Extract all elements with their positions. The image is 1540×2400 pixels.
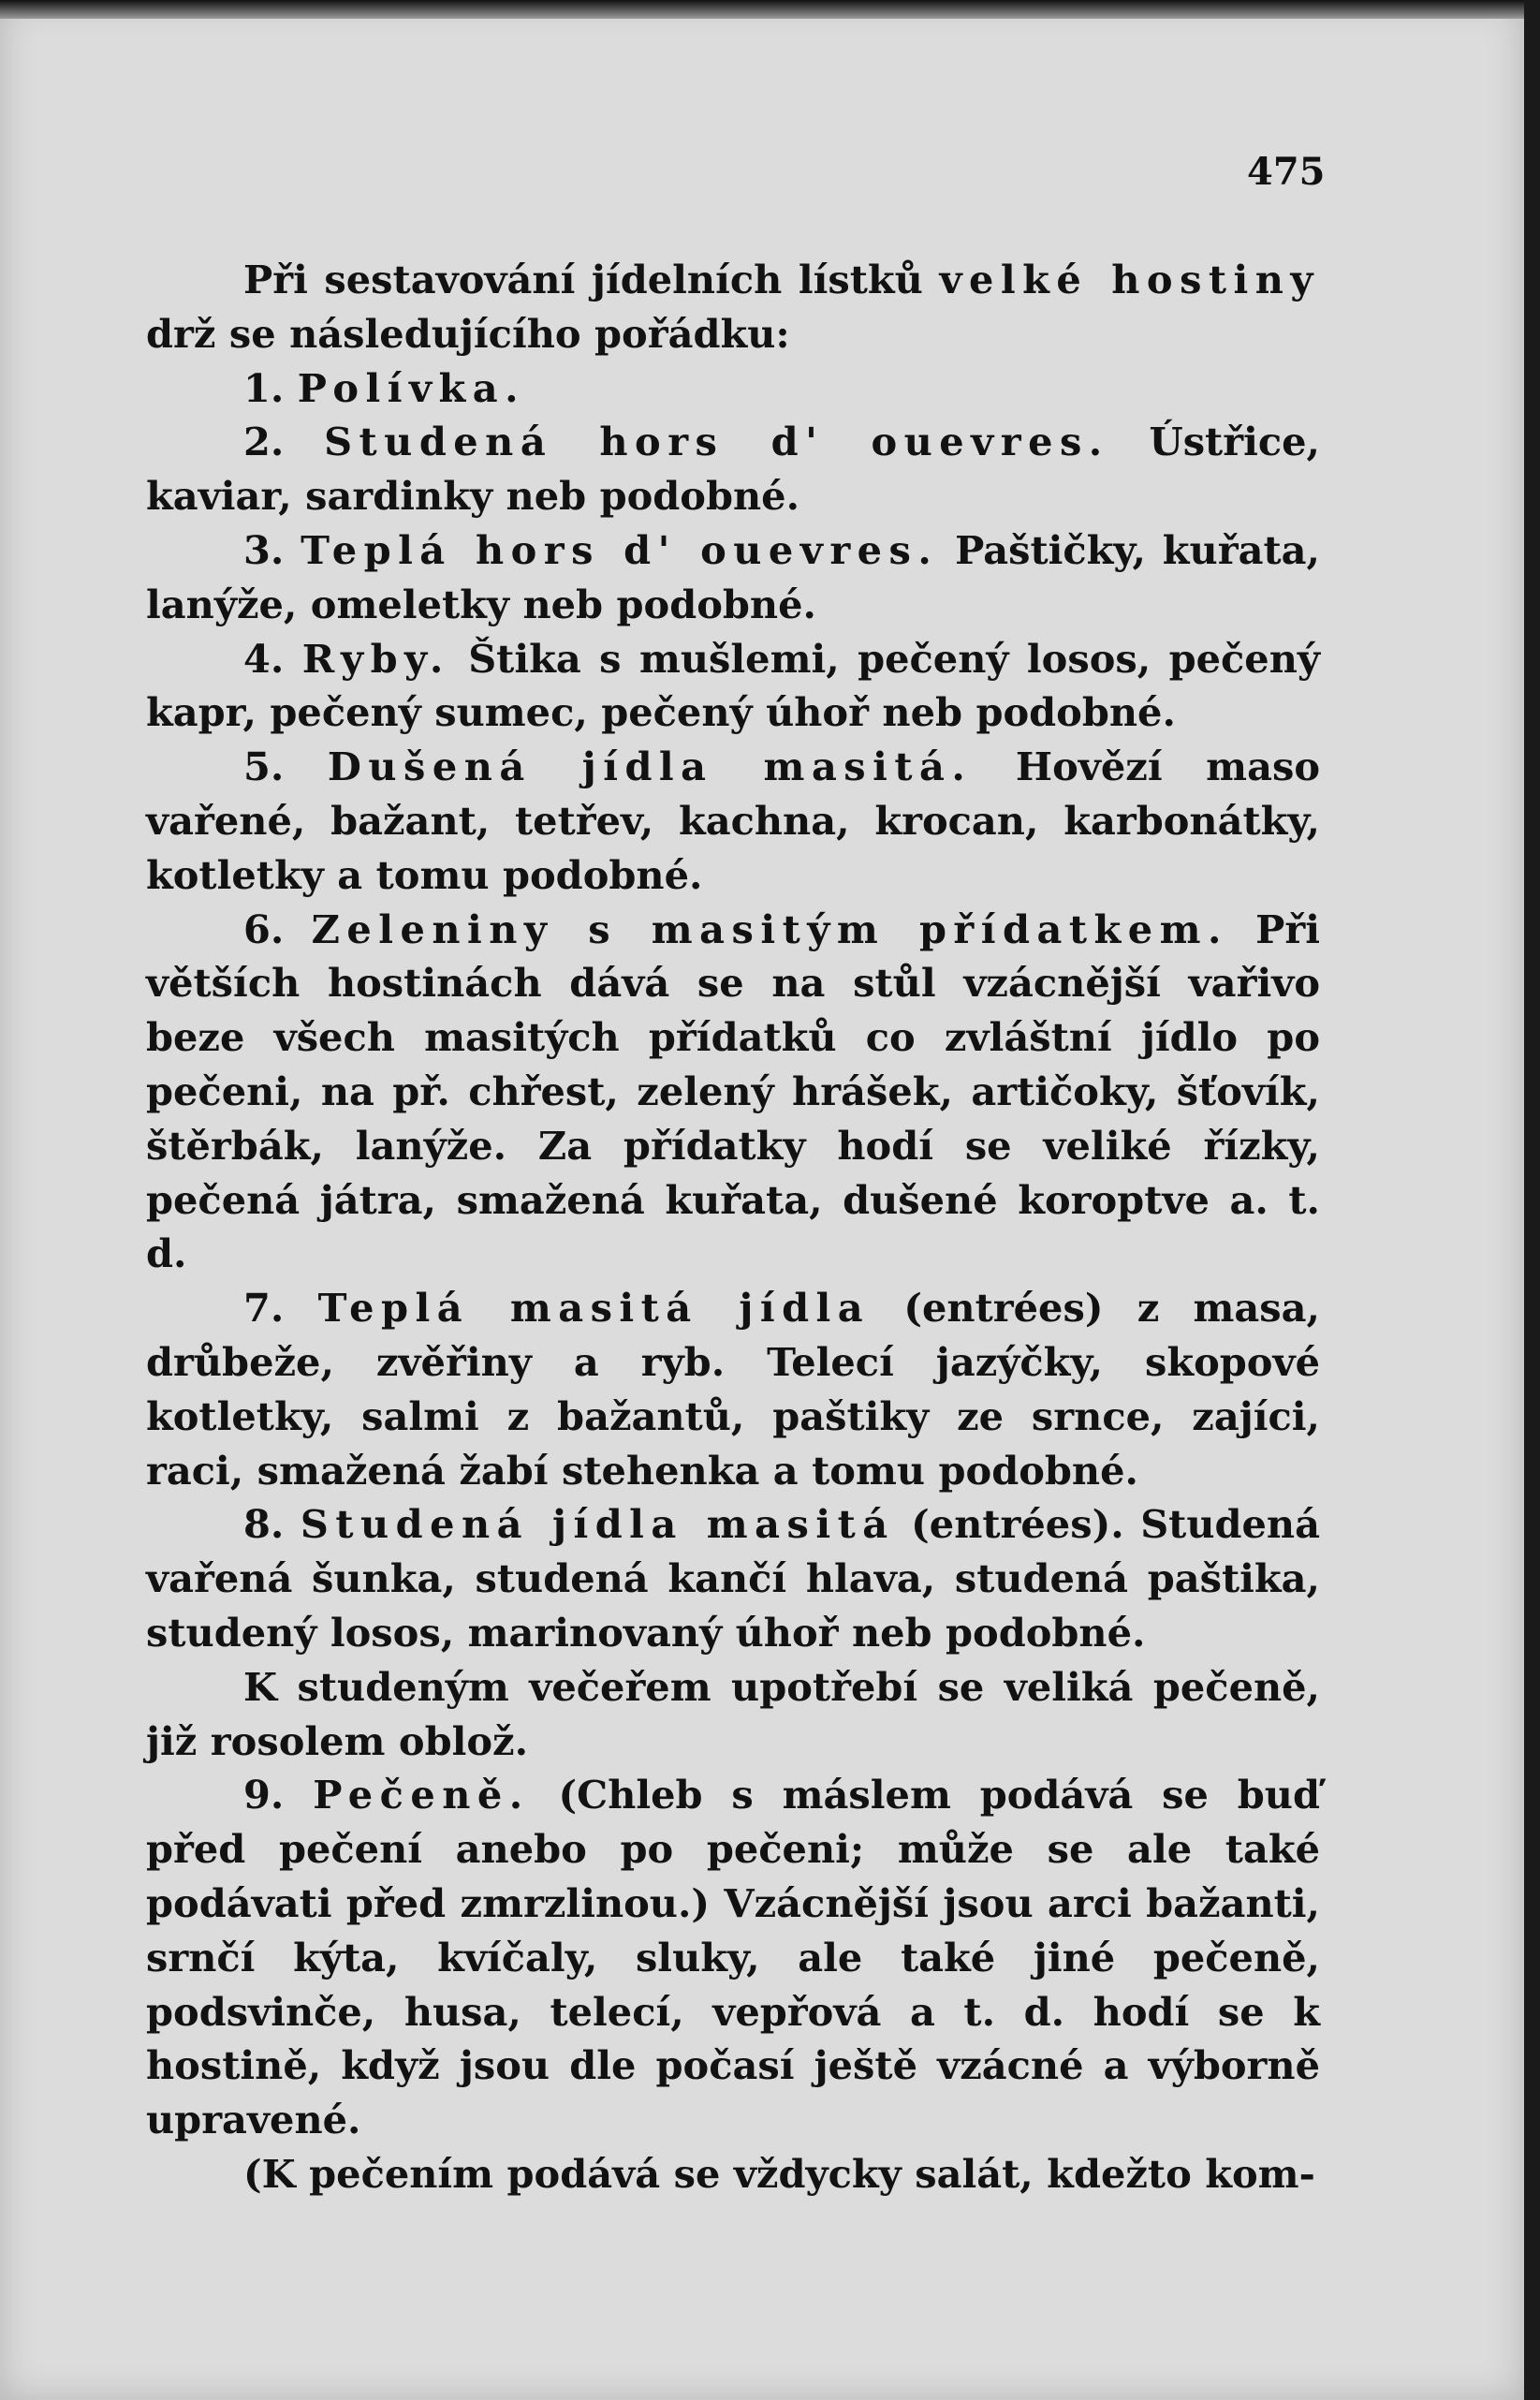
page-number: 475 bbox=[1247, 150, 1326, 194]
item-text: (entrées). Studená vařená šunka, studená kančí hlava, studená paštika, studený losos, marinovaný úhoř neb podobné. bbox=[146, 1501, 1320, 1656]
item-number: 2. bbox=[243, 419, 325, 465]
item-text: (entrées) z masa, drůbeže, zvěřiny a ryb. Telecí jazýčky, skopové kotletky, salmi z bažantů, paštiky ze srnce, zajíci, raci, smažená žabí stehenka a tomu podobné. bbox=[146, 1285, 1320, 1494]
item-number: 7. bbox=[243, 1285, 318, 1332]
item-text: Hovězí maso vařené, bažant, tetřev, kachna, krocan, karbonátky, kotletky a tomu podobné. bbox=[146, 744, 1320, 898]
item-heading: Studená hors d' ouevres. bbox=[324, 419, 1109, 465]
list-item-5 bbox=[146, 740, 1320, 902]
note-paragraph bbox=[146, 1660, 1320, 1769]
item-heading: Dušená jídla masitá. bbox=[327, 744, 973, 790]
list-item-7 bbox=[146, 1281, 1320, 1497]
list-item-9 bbox=[146, 1768, 1320, 2147]
item-number: 4. bbox=[243, 635, 302, 682]
item-text: Štika s mušlemi, pečený losos, pečený kapr, pečený sumec, pečený úhoř neb podobné. bbox=[146, 635, 1320, 736]
text-run: (K pečením podává se vždycky salát, kdežto kom- bbox=[243, 2150, 1315, 2197]
item-heading: Teplá hors d' ouevres. bbox=[301, 526, 939, 573]
final-paragraph bbox=[146, 2147, 1320, 2201]
item-heading: Studená jídla masitá bbox=[300, 1501, 895, 1548]
item-heading: Ryby. bbox=[301, 635, 450, 682]
list-item-4 bbox=[146, 632, 1320, 741]
item-text: Ústřice, kaviar, sardinky neb podobné. bbox=[146, 419, 1320, 520]
intro-paragraph bbox=[146, 253, 1320, 361]
item-text: (Chleb s máslem podává se buď před pečení anebo po pečeni; může se ale také podávati před zmrzlinou.) Vzácnější jsou arci bažanti, srnčí kýta, kvíčaly, sluky, ale také jiné pečeně, podsvinče, husa, telecí, vepřová a t. d. hodí se k hostině, když jsou dle počasí ještě vzácné a výborně upravené. bbox=[146, 1772, 1321, 2143]
list-item-6 bbox=[146, 903, 1320, 1282]
list-item-3 bbox=[146, 523, 1320, 632]
spaced-emphasis: velké hostiny bbox=[939, 257, 1321, 302]
item-number: 1. bbox=[243, 364, 298, 411]
item-number: 3. bbox=[243, 526, 301, 573]
text-run: Při sestavování jídelních lístků bbox=[243, 257, 940, 302]
item-heading: Pečeně. bbox=[313, 1772, 530, 1818]
page-top-edge bbox=[0, 0, 1524, 19]
item-number: 6. bbox=[243, 906, 312, 952]
text-run: K studeným večeřem upotřebí se veliká pečeně, již rosolem oblož. bbox=[146, 1663, 1320, 1764]
text-run: drž se následujícího pořádku: bbox=[146, 310, 790, 357]
item-heading: Teplá masitá jídla bbox=[317, 1285, 871, 1332]
item-heading: Polívka. bbox=[297, 364, 526, 411]
list-item-2 bbox=[146, 415, 1320, 523]
item-number: 8. bbox=[243, 1501, 301, 1548]
item-text: Paštičky, kuřata, lanýže, omeletky neb podobné. bbox=[146, 526, 1320, 627]
item-heading: Zeleniny s masitým přídatkem. bbox=[311, 906, 1228, 952]
page-body bbox=[146, 253, 1320, 2201]
item-number: 9. bbox=[243, 1772, 314, 1818]
item-number: 5. bbox=[243, 744, 328, 790]
list-item-1 bbox=[146, 361, 1320, 416]
list-item-8 bbox=[146, 1497, 1320, 1659]
item-text: Při větších hostinách dává se na stůl vzácnější vařivo beze všech masitých přídatků co zvláštní jídlo po pečeni, na př. chřest, zelený hrášek, artičoky, šťovík, štěrbák, lanýže. Za přídatky hodí se veliké řízky, pečená játra, smažená kuřata, dušené koroptve a. t. d. bbox=[146, 906, 1320, 1277]
